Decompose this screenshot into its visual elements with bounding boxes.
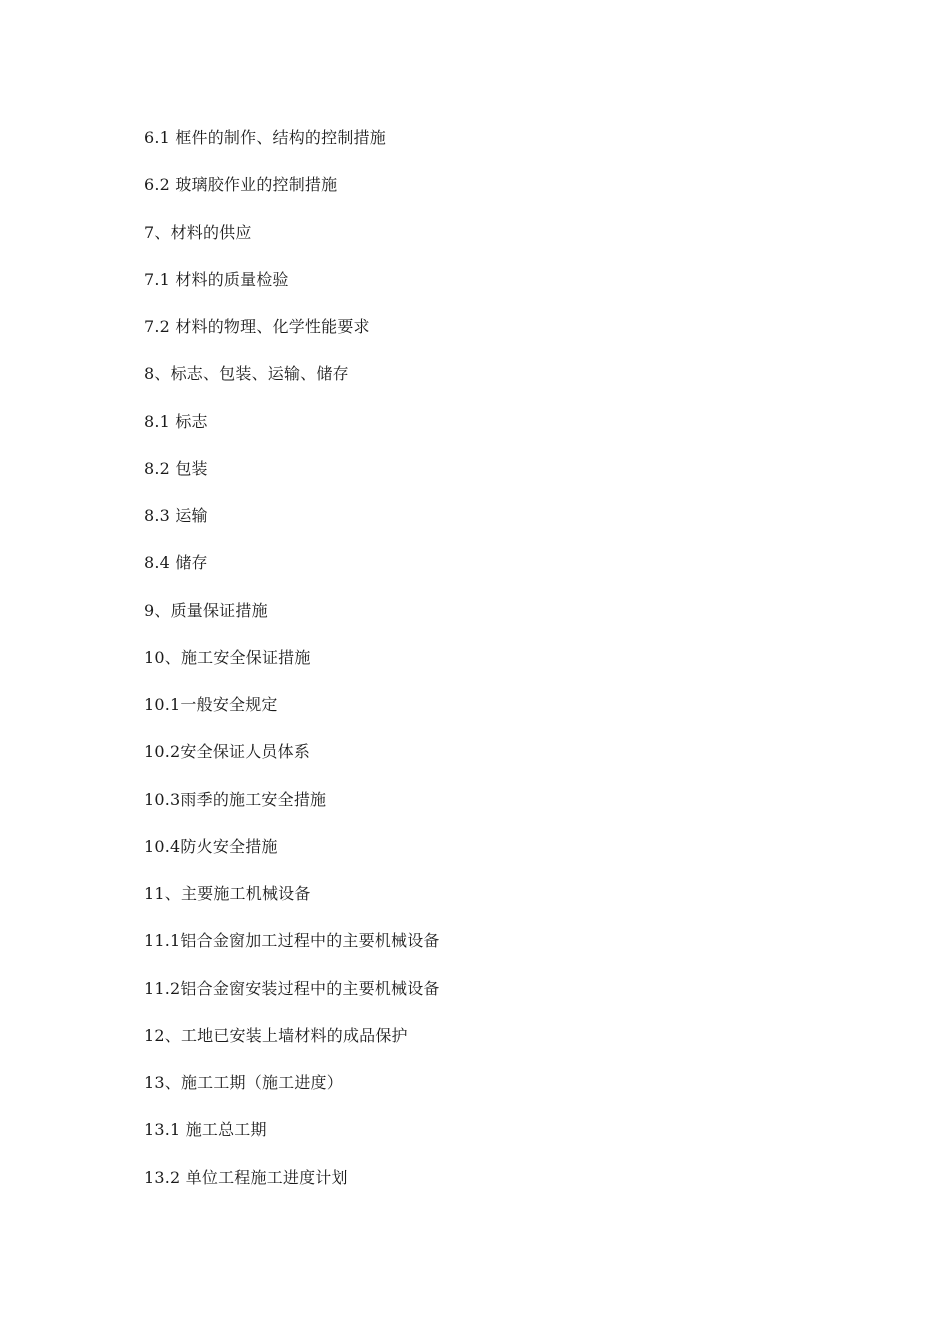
- toc-item: 7.2 材料的物理、化学性能要求: [144, 317, 370, 336]
- toc-item: 10、施工安全保证措施: [144, 647, 311, 667]
- toc-item: 8.1 标志: [144, 411, 208, 431]
- toc-item: 8.3 运输: [144, 506, 208, 525]
- toc-item: 10.4防火安全措施: [144, 836, 278, 856]
- toc-item: 13、施工工期（施工进度）: [144, 1073, 343, 1092]
- toc-item: 11.1铝合金窗加工过程中的主要机械设备: [144, 931, 440, 951]
- toc-item: 12、工地已安装上墙材料的成品保护: [144, 1025, 408, 1045]
- toc-item: 8.2 包装: [144, 458, 208, 478]
- toc-item: 6.1 框件的制作、结构的控制措施: [144, 128, 386, 147]
- toc-item: 8.4 储存: [144, 553, 208, 573]
- toc-item: 6.2 玻璃胶作业的控制措施: [144, 175, 338, 195]
- toc-item: 10.3雨季的施工安全措施: [144, 789, 327, 809]
- toc-item: 13.1 施工总工期: [144, 1120, 267, 1140]
- toc-item: 7、材料的供应: [144, 222, 252, 242]
- toc-item: 11、主要施工机械设备: [144, 884, 311, 903]
- toc-item: 9、质量保证措施: [144, 600, 268, 620]
- toc-item: 7.1 材料的质量检验: [144, 269, 289, 289]
- toc-item: 10.1一般安全规定: [144, 695, 278, 714]
- toc-item: 11.2铝合金窗安装过程中的主要机械设备: [144, 978, 440, 998]
- table-of-contents: [144, 124, 440, 1211]
- toc-item: 10.2安全保证人员体系: [144, 742, 311, 762]
- toc-item: 8、标志、包装、运输、储存: [144, 364, 349, 384]
- toc-item: 13.2 单位工程施工进度计划: [144, 1167, 348, 1187]
